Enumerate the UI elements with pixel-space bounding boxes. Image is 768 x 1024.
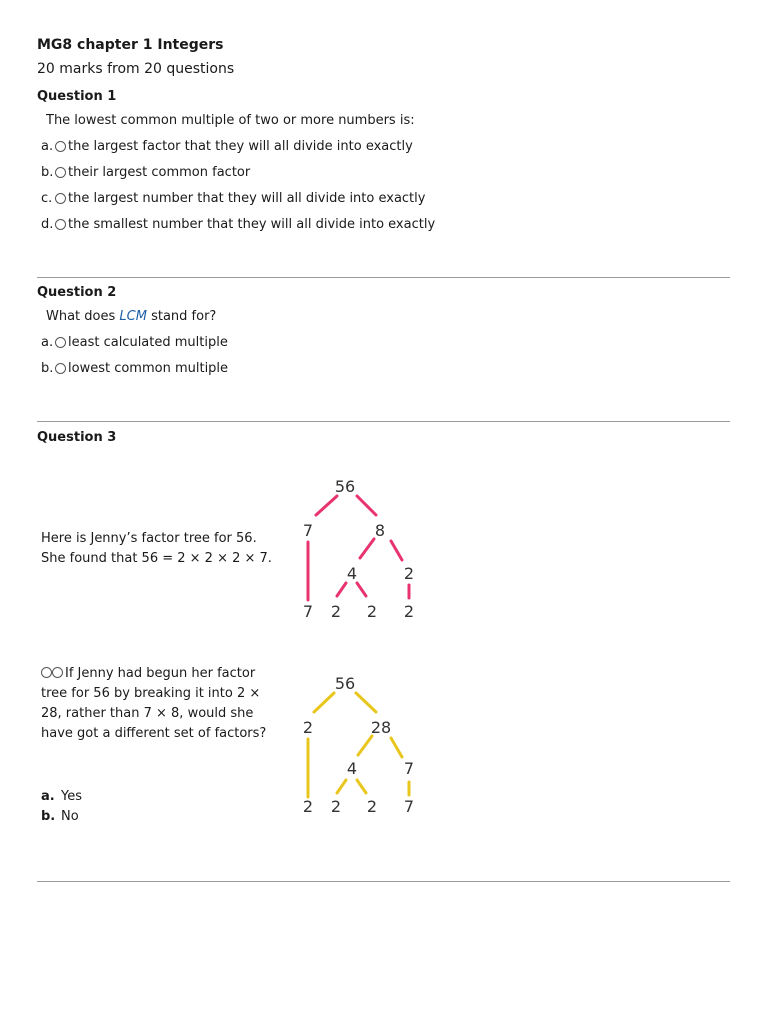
option-text: their largest common factor <box>68 165 251 180</box>
intro-line-1: Here is Jenny’s factor tree for 56. <box>41 531 257 546</box>
q3-answer-b[interactable] <box>41 809 79 824</box>
tree-2-level1-left: 2 <box>302 718 314 737</box>
tree-1-leaf: 2 <box>366 602 378 621</box>
radio-button[interactable] <box>55 193 66 204</box>
q1-option-c[interactable] <box>41 191 425 206</box>
q2-option-b[interactable] <box>41 361 228 376</box>
tree-1-leaf: 2 <box>330 602 342 621</box>
tree-2-branches <box>308 693 409 797</box>
q1-option-d[interactable] <box>41 217 435 232</box>
question-1-text: The lowest common multiple of two or more numbers is: <box>46 113 415 128</box>
branch <box>391 738 402 757</box>
answer-letter: a. <box>41 789 55 804</box>
divider <box>37 881 730 882</box>
page-title: MG8 chapter 1 Integers <box>37 37 224 53</box>
question-3-intro <box>41 529 272 569</box>
q1-option-a[interactable] <box>41 139 413 154</box>
divider <box>37 277 730 278</box>
tree-2-leaf: 2 <box>302 797 314 816</box>
option-letter: b. <box>41 361 54 376</box>
answer-text: Yes <box>61 789 82 804</box>
branch <box>357 583 366 596</box>
intro-line-2: She found that 56 = 2 × 2 × 2 × 7. <box>41 551 272 566</box>
tree-1-level1-left: 7 <box>302 521 314 540</box>
factor-tree-2x28 <box>290 667 430 822</box>
option-letter: b. <box>41 165 54 180</box>
branch <box>314 693 334 712</box>
q3-answer-a[interactable] <box>41 789 82 804</box>
tree-2-level1-right: 28 <box>370 718 392 737</box>
option-letter: a. <box>41 139 54 154</box>
option-text: the smallest number that they will all divide into exactly <box>68 217 436 232</box>
question-2-text-after: stand for? <box>146 309 217 324</box>
question-2-text-before: What does <box>46 309 120 324</box>
option-letter: a. <box>41 335 54 350</box>
radio-button[interactable] <box>55 337 66 348</box>
branch <box>356 693 376 712</box>
option-text: the largest factor that they will all divide into exactly <box>68 139 413 154</box>
tree-1-level1-right: 8 <box>374 521 386 540</box>
question-1-heading: Question 1 <box>37 89 117 104</box>
radio-button[interactable] <box>55 167 66 178</box>
tree-1-leaf: 7 <box>302 602 314 621</box>
tree-1-level2-right: 2 <box>403 564 415 583</box>
option-text: the largest number that they will all divide into exactly <box>68 191 426 206</box>
tree-2-root: 56 <box>334 674 356 693</box>
branch <box>337 780 346 793</box>
tree-1-branches <box>308 496 409 600</box>
tree-1-leaf: 2 <box>403 602 415 621</box>
option-text: least calculated multiple <box>68 335 228 350</box>
radio-button[interactable] <box>55 219 66 230</box>
radio-button[interactable] <box>55 141 66 152</box>
tree-2-level2-right: 7 <box>403 759 415 778</box>
branch <box>316 496 337 515</box>
branch <box>357 780 366 793</box>
branch <box>360 539 374 558</box>
q2-option-a[interactable] <box>41 335 228 350</box>
tree-1-level2-left: 4 <box>346 564 358 583</box>
option-letter: c. <box>41 191 53 206</box>
radio-button[interactable] <box>52 667 63 678</box>
question-3-body <box>41 664 271 744</box>
tree-2-level2-left: 4 <box>346 759 358 778</box>
option-text: lowest common multiple <box>68 361 229 376</box>
branch <box>337 583 346 596</box>
page-subtitle: 20 marks from 20 questions <box>37 61 235 77</box>
question-3-text: If Jenny had begun her factor tree for 56 by breaking it into 2 × 28, rather than 7 × 8, would she have got a different set of factors? <box>41 666 267 741</box>
divider <box>37 421 730 422</box>
question-3-heading: Question 3 <box>37 430 117 445</box>
question-2-heading: Question 2 <box>37 285 117 300</box>
option-letter: d. <box>41 217 54 232</box>
tree-2-leaf: 2 <box>330 797 342 816</box>
tree-2-leaf: 2 <box>366 797 378 816</box>
answer-text: No <box>61 809 79 824</box>
question-2-text <box>46 309 216 324</box>
answer-letter: b. <box>41 809 56 824</box>
radio-button[interactable] <box>55 363 66 374</box>
factor-tree-7x8 <box>290 470 430 625</box>
branch <box>358 736 372 755</box>
branch <box>391 541 402 560</box>
tree-2-leaf: 7 <box>403 797 415 816</box>
branch <box>357 496 376 515</box>
tree-1-root: 56 <box>334 477 356 496</box>
lcm-term: LCM <box>119 309 147 324</box>
radio-button[interactable] <box>41 667 52 678</box>
q1-option-b[interactable] <box>41 165 250 180</box>
